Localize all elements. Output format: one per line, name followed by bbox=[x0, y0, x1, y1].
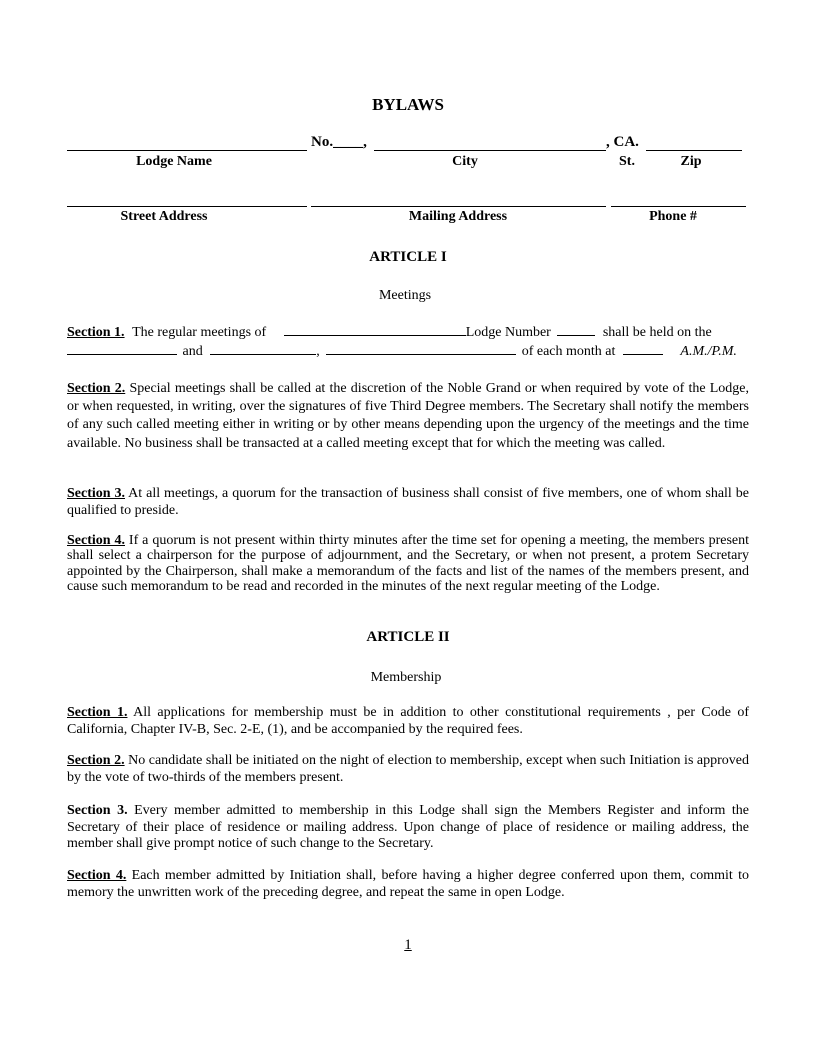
section-label: Section 1. bbox=[67, 325, 125, 340]
phone-label: Phone # bbox=[649, 209, 697, 224]
lodge-number-blank bbox=[557, 323, 595, 336]
mailing-address-line bbox=[311, 206, 606, 207]
document-title: BYLAWS bbox=[372, 95, 444, 114]
lodge-name-blank bbox=[284, 323, 466, 336]
mailing-address-label: Mailing Address bbox=[408, 209, 508, 224]
section-label: Section 3. bbox=[67, 803, 128, 818]
section-text: If a quorum is not present within thirty minutes after the time set for opening a meeting, the members present shall select a chairperson for the purpose of adjournment, and the Secretary, or when not present, a protem Secretary appointed by the Chairperson, shall make a memorandum of the facts and list of the names of the members present, and cause such memorandum to be read and recorded in the minutes of the next regular meeting of the Lodge. bbox=[67, 533, 750, 594]
state-text: , CA. bbox=[606, 134, 639, 150]
section-text: A.M./P.M. bbox=[680, 344, 737, 359]
page-number: 1 bbox=[404, 937, 412, 953]
meeting-day-blank-2 bbox=[210, 342, 316, 355]
section-text: shall be held on the bbox=[602, 325, 712, 340]
article-2-section-2 bbox=[67, 753, 749, 786]
article-1-heading: ARTICLE I bbox=[369, 249, 447, 265]
city-line bbox=[374, 150, 606, 151]
meeting-time-blank bbox=[623, 342, 663, 355]
state-label: St. bbox=[619, 154, 635, 169]
section-label: Section 4. bbox=[67, 533, 125, 548]
section-text: The regular meetings of bbox=[132, 325, 267, 340]
article-1-section-4 bbox=[67, 533, 749, 594]
section-text: Each member admitted by Initiation shall, before having a higher degree conferred upon them, commit to memory the unwritten work of the preceding degree, and repeat the same in open Lodge. bbox=[67, 868, 749, 900]
article-2-section-4 bbox=[67, 868, 749, 901]
section-label: Section 1. bbox=[67, 705, 128, 720]
section-text: Lodge Number bbox=[465, 325, 551, 340]
meeting-day-blank-1 bbox=[67, 342, 177, 355]
article-2-section-3 bbox=[67, 803, 749, 853]
lodge-name-label: Lodge Name bbox=[136, 154, 212, 169]
article-1-section-2 bbox=[67, 380, 749, 453]
section-text: Every member admitted to membership in this Lodge shall sign the Members Register and inform the Secretary of their place of residence or mailing address. Upon change of place of residence or mailing address, the member shall give prompt notice of such change to the Secretary. bbox=[67, 803, 749, 851]
lodge-name-line bbox=[67, 150, 307, 151]
city-label: City bbox=[452, 154, 478, 169]
article-1-subheading: Meetings bbox=[378, 288, 432, 303]
street-address-line bbox=[67, 206, 307, 207]
lodge-number-text: No.____, bbox=[311, 134, 367, 150]
article-1-section-3 bbox=[67, 486, 749, 519]
article-2-heading: ARTICLE II bbox=[366, 629, 450, 645]
section-text: of each month at bbox=[521, 344, 616, 359]
section-text: No candidate shall be initiated on the night of election to membership, except when such Initiation is approved by the vote of two-thirds of the members present. bbox=[67, 753, 749, 785]
section-label: Section 2. bbox=[67, 753, 125, 768]
phone-line bbox=[611, 206, 746, 207]
section-text: and bbox=[182, 344, 203, 359]
article-2-subheading: Membership bbox=[370, 670, 442, 685]
section-label: Section 2. bbox=[67, 381, 126, 396]
zip-label: Zip bbox=[680, 154, 702, 169]
section-text: Special meetings shall be called at the discretion of the Noble Grand or when required by vote of the Lodge, or when requested, in writing, over the signatures of five Third Degree members. The Secretary shall notify the members of any such called meeting either in writing or by other means depending upon the urgency of the meetings and the time available. No business shall be transacted at a called meeting except that for which the meeting was called. bbox=[67, 381, 750, 451]
section-text: , bbox=[316, 344, 320, 359]
article-2-section-1 bbox=[67, 705, 749, 738]
section-text: All applications for membership must be in addition to other constitutional requirements , per Code of California, Chapter IV-B, Sec. 2-E, (1), and be accompanied by the required fees. bbox=[67, 705, 750, 737]
section-label: Section 4. bbox=[67, 868, 127, 883]
article-1-section-1 bbox=[67, 323, 749, 361]
section-text: At all meetings, a quorum for the transaction of business shall consist of five members, one of whom shall be qualified to preside. bbox=[67, 486, 749, 518]
street-address-label: Street Address bbox=[120, 209, 208, 224]
meeting-day-blank-3 bbox=[326, 342, 516, 355]
zip-line bbox=[646, 150, 742, 151]
section-label: Section 3. bbox=[67, 486, 125, 501]
